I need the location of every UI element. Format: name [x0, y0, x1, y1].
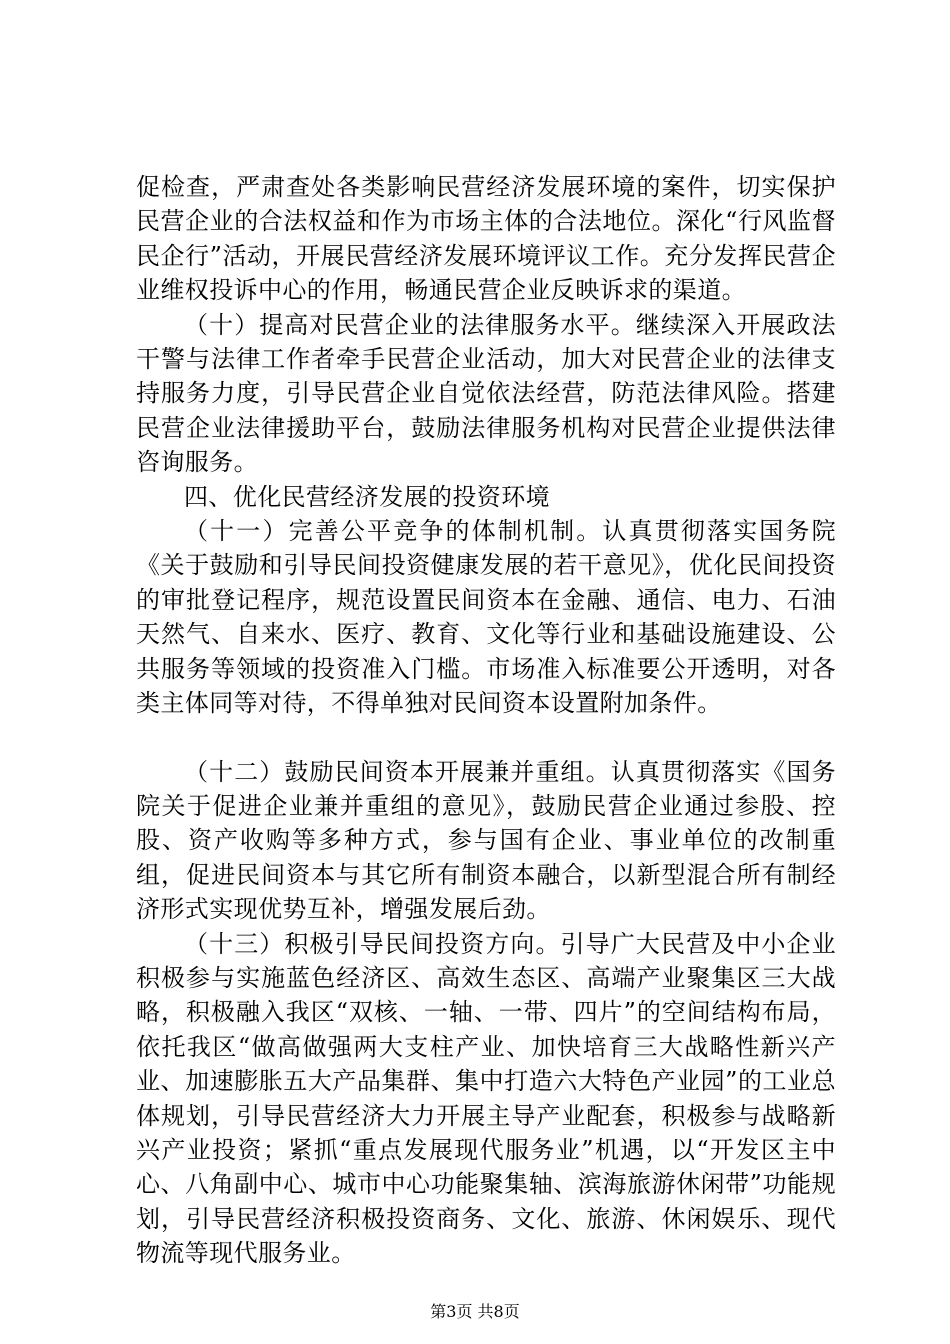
paragraph-section-11: （十一）完善公平竞争的体制机制。认真贯彻落实国务院《关于鼓励和引导民间投资健康发展的若干意见》，优化民间投资的审批登记程序，规范设置民间资本在金融、通信、电力、石油天然气、自来水、医疗、教育、文化等行业和基础设施建设、公共服务等领域的投资准入门槛。市场准入标准要公开透明，对各类主体同等对待，不得单独对民间资本设置附加条件。	[136, 517, 836, 718]
paragraph-section-13: （十三）积极引导民间投资方向。引导广大民营及中小企业积极参与实施蓝色经济区、高效生态区、高端产业聚集区三大战略，积极融入我区“双核、一轴、一带、四片”的空间结构布局，依托我区“做高做强两大支柱产业、加快培育三大战略性新兴产业、加速膨胀五大产品集群、集中打造六大特色产业园”的工业总体规划，引导民营经济大力开展主导产业配套，积极参与战略新兴产业投资；紧抓“重点发展现代服务业”机遇，以“开发区主中心、八角副中心、城市中心功能聚集轴、滨海旅游休闲带”功能规划，引导民营经济积极投资商务、文化、旅游、休闲娱乐、现代物流等现代服务业。	[136, 929, 836, 1268]
page-number-footer: 第3页 共8页	[430, 1302, 520, 1321]
document-body	[136, 170, 836, 1271]
paragraph-section-10: （十）提高对民营企业的法律服务水平。继续深入开展政法干警与法律工作者牵手民营企业活动，加大对民营企业的法律支持服务力度，引导民营企业自觉依法经营，防范法律风险。搭建民营企业法律援助平台，鼓励法律服务机构对民营企业提供法律咨询服务。	[136, 310, 836, 477]
paragraph-section-12: （十二）鼓励民间资本开展兼并重组。认真贯彻落实《国务院关于促进企业兼并重组的意见》，鼓励民营企业通过参股、控股、资产收购等多种方式，参与国有企业、事业单位的改制重组，促进民间资本与其它所有制资本融合，以新型混合所有制经济形式实现优势互补，增强发展后劲。	[136, 757, 836, 924]
paragraph-continuation: 促检查，严肃查处各类影响民营经济发展环境的案件，切实保护民营企业的合法权益和作为市场主体的合法地位。深化“行风监督民企行”活动，开展民营经济发展环境评议工作。充分发挥民营企业维权投诉中心的作用，畅通民营企业反映诉求的渠道。	[136, 173, 836, 305]
section-heading-4: 四、优化民营经济发展的投资环境	[184, 482, 550, 511]
